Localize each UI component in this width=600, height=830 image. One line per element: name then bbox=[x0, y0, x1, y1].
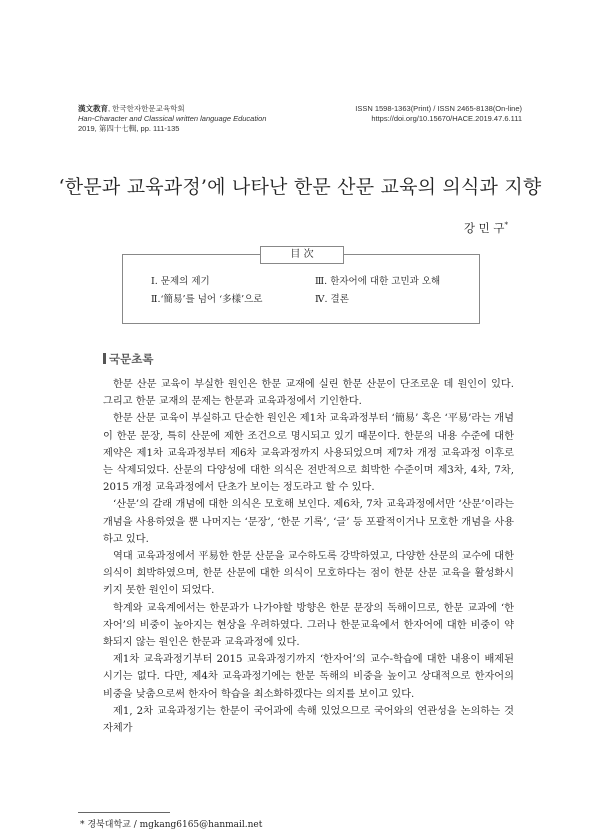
toc-heading: 目 次 bbox=[260, 246, 344, 264]
issn-block bbox=[355, 104, 522, 124]
heading-bar bbox=[103, 353, 106, 364]
doi-link[interactable]: https://doi.org/10.15670/HACE.2019.47.6.111 bbox=[371, 114, 522, 123]
author-footnote-mark: * bbox=[504, 221, 508, 230]
footnote: * 경북대학교 / mgkang6165@hanmail.net bbox=[80, 820, 263, 830]
paragraph: ‘산문’의 갈래 개념에 대한 의식은 모호해 보인다. 제6차, 7차 교육과정에서만 ‘산문’이라는 개념을 사용하였을 뿐 나머지는 ‘문장’, ‘한문 기록’, ‘글’ 등 포괄적이거나 모호한 개념을 사용하고 있다. bbox=[103, 499, 514, 545]
paragraph: 한문 산문 교육이 부실한 원인은 한문 교재에 실린 한문 산문이 단조로운 데 원인이 있다. 그리고 한문 교재의 문제는 한문과 교육과정에서 기인한다. bbox=[103, 379, 514, 408]
abstract-heading bbox=[103, 351, 153, 367]
author bbox=[464, 220, 508, 236]
journal-header bbox=[78, 104, 266, 134]
footnote-divider bbox=[78, 812, 170, 813]
journal-english-title: Han-Character and Classical written language Education bbox=[78, 114, 267, 123]
abstract-body bbox=[103, 376, 514, 737]
society-name: , 한국한자한문교육학회 bbox=[108, 104, 185, 113]
abstract-heading-text: 국문초록 bbox=[109, 354, 154, 366]
toc-item: Ⅰ. 문제의 제기 bbox=[151, 276, 210, 287]
toc-item: Ⅱ.‘簡易’를 넘어 ‘多樣’으로 bbox=[151, 294, 263, 305]
paragraph: 역대 교육과정에서 平易한 한문 산문을 교수하도록 강박하였고, 다양한 산문의 교수에 대한 의식이 희박하였으며, 한문 산문에 대한 의식이 모호하다는 점이 한문 산문 교육을 활성화시키지 못한 원인이 되었다. bbox=[103, 551, 514, 597]
paragraph: 학계와 교육계에서는 한문과가 나가야할 방향은 한문 문장의 독해이므로, 한문 교과에 ‘한자어’의 비중이 높아지는 현상을 우려하였다. 그러나 한문교육에서 한자어에 대한 비중이 약화되지 않는 원인은 한문과 교육과정에 있다. bbox=[103, 602, 514, 649]
paragraph: 제1차 교육과정기부터 2015 교육과정기까지 ‘한자어’의 교수-학습에 대한 내용이 배제된 시기는 없다. 다만, 제4차 교육과정기에는 한문 독해의 비중을 높이고 상대적으로 한자어의 비중을 낮춤으로써 한자어 학습을 최소화하겠다는 의지를 보이고 있다. bbox=[103, 654, 514, 700]
issn: ISSN 1598-1363(Print) / ISSN 2465-8138(On-line) bbox=[355, 104, 522, 113]
toc-item: Ⅲ. 한자어에 대한 고민과 오해 bbox=[315, 276, 441, 287]
paper-title: ‘한문과 교육과정’에 나타난 한문 산문 교육의 의식과 지향 bbox=[58, 176, 542, 198]
journal-title: 漢文教育 bbox=[78, 104, 108, 113]
paragraph: 제1, 2차 교육과정기는 한문이 국어과에 속해 있었으므로 국어와의 연관성을 논의하는 것 자체가 bbox=[103, 705, 514, 735]
author-name: 강 민 구 bbox=[463, 221, 505, 235]
toc-item: Ⅳ. 결론 bbox=[315, 294, 349, 305]
volume-info: 2019, 第四十七輯, pp. 111-135 bbox=[78, 124, 180, 133]
table-of-contents bbox=[122, 249, 480, 324]
paragraph: 한문 산문 교육이 부실하고 단순한 원인은 제1차 교육과정부터 ‘簡易’ 혹은 ‘平易’라는 개념이 한문 문장, 특히 산문에 제한 조건으로 명시되고 있기 때문이다. 한문의 내용 수준에 대한 제약은 제1차 교육과정부터 제6차 교육과정까지 사용되었으며 제7차 개정 교육과정 이후로는 삭제되었다. 산문의 다양성에 대한 의식은 전반적으로 희박한 수준이며 제3차, 4차, 7차, 2015 개정 교육과정에서 단초가 보이는 정도라고 할 수 있다. bbox=[103, 413, 514, 494]
